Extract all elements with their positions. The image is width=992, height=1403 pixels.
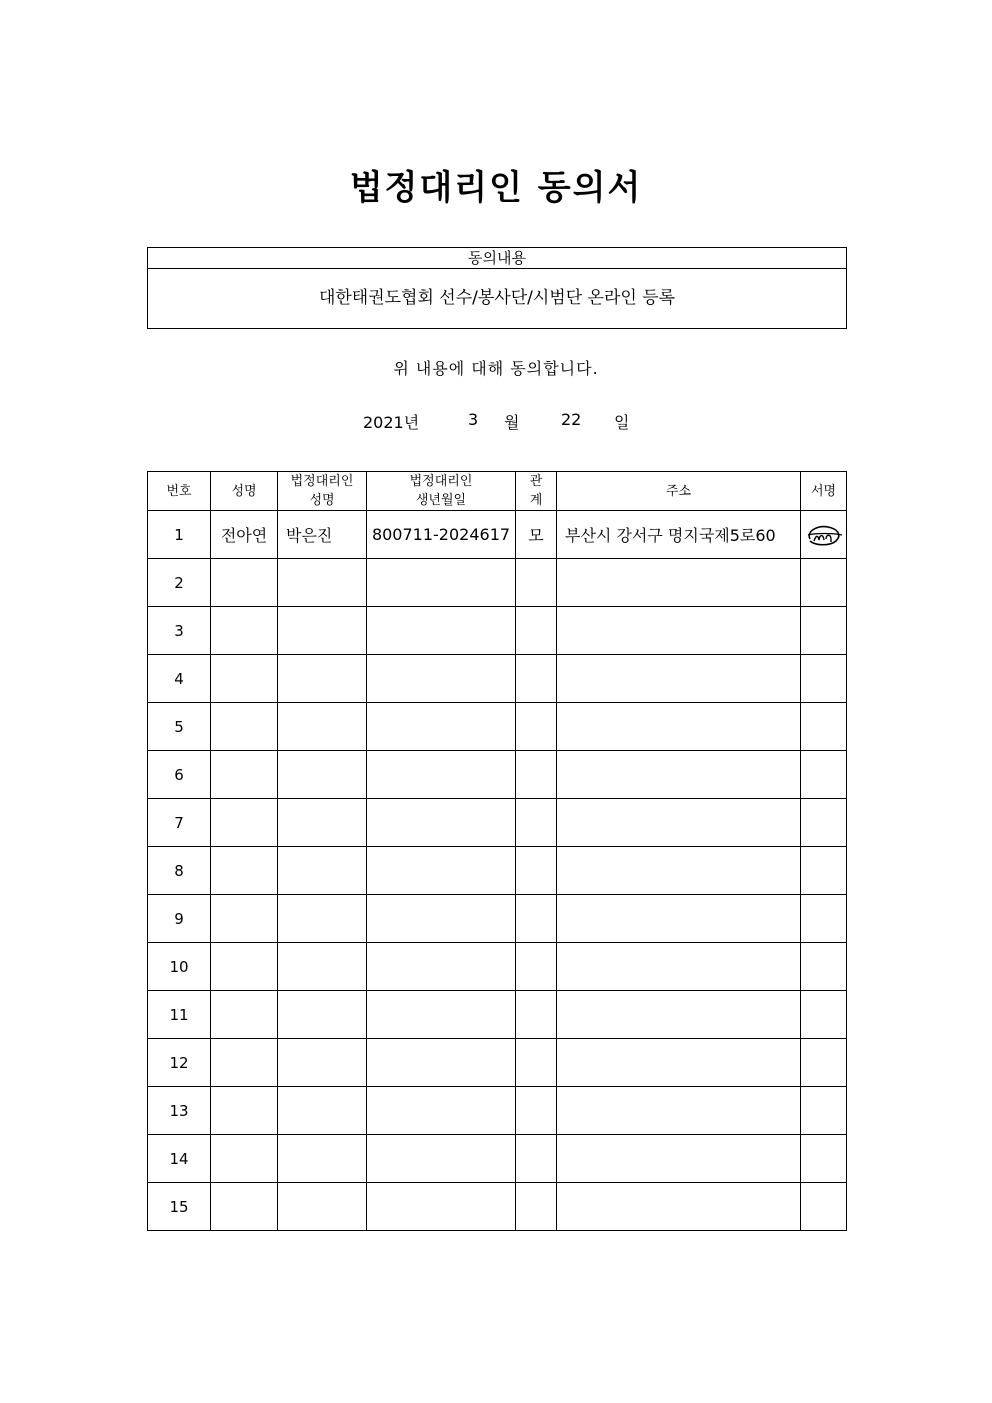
header-relation: 관 계 [516,472,557,511]
cell-guardian-birth [367,1135,516,1183]
cell-guardian-birth [367,991,516,1039]
cell-address [557,1039,801,1087]
cell-no: 15 [148,1183,211,1231]
cell-guardian-birth: 800711-2024617 [367,511,516,559]
cell-signature [801,895,847,943]
cell-guardian-name [278,1135,367,1183]
cell-signature [801,1039,847,1087]
table-row [148,799,847,847]
cell-relation [516,751,557,799]
cell-guardian-name [278,703,367,751]
agree-statement: 위 내용에 대해 동의합니다. [393,359,599,378]
cell-no: 5 [148,703,211,751]
cell-name [211,847,278,895]
cell-guardian-name [278,1039,367,1087]
cell-address [557,847,801,895]
table-row [148,895,847,943]
consent-content: 대한태권도협회 선수/봉사단/시범단 온라인 등록 [318,288,676,308]
cell-no: 11 [148,991,211,1039]
table-row [148,943,847,991]
table-row [148,1183,847,1231]
header-guardian-name: 법정대리인 성명 [278,472,367,511]
cell-name [211,655,278,703]
cell-guardian-name [278,799,367,847]
cell-guardian-birth [367,799,516,847]
cell-guardian-name [278,607,367,655]
cell-name [211,1039,278,1087]
cell-no: 10 [148,943,211,991]
cell-signature [801,991,847,1039]
header-name: 성명 [211,472,278,511]
cell-guardian-name [278,991,367,1039]
date-day-unit: 일 [614,413,630,432]
cell-guardian-birth [367,847,516,895]
table-header-row [148,472,847,511]
cell-name [211,1183,278,1231]
header-no: 번호 [148,472,211,511]
cell-guardian-birth [367,559,516,607]
cell-relation [516,1039,557,1087]
cell-name [211,895,278,943]
cell-signature [801,703,847,751]
cell-address [557,751,801,799]
cell-name [211,559,278,607]
header-address: 주소 [557,472,801,511]
cell-no: 3 [148,607,211,655]
cell-name [211,991,278,1039]
cell-name [211,799,278,847]
cell-guardian-name [278,751,367,799]
cell-guardian-name [278,1087,367,1135]
cell-relation [516,703,557,751]
cell-name: 전아연 [211,511,278,559]
header-signature: 서명 [801,472,847,511]
cell-signature [801,847,847,895]
cell-address [557,1087,801,1135]
cell-address [557,607,801,655]
header-guardian-birth: 법정대리인 생년월일 [367,472,516,511]
consent-box [147,247,847,329]
cell-relation [516,1135,557,1183]
cell-name [211,1135,278,1183]
registration-table [147,471,847,1231]
cell-signature [801,559,847,607]
cell-guardian-name [278,1183,367,1231]
cell-guardian-birth [367,1087,516,1135]
date-month: 3 [468,410,479,429]
cell-address [557,943,801,991]
cell-guardian-birth [367,751,516,799]
table-row [148,655,847,703]
cell-guardian-birth [367,895,516,943]
cell-name [211,1087,278,1135]
cell-no: 6 [148,751,211,799]
cell-signature [801,1183,847,1231]
table-row [148,1135,847,1183]
cell-signature [801,1135,847,1183]
cell-guardian-birth [367,943,516,991]
table-row [148,1087,847,1135]
cell-no: 1 [148,511,211,559]
cell-relation [516,559,557,607]
cell-guardian-birth [367,1039,516,1087]
cell-relation [516,943,557,991]
cell-name [211,607,278,655]
cell-name [211,703,278,751]
cell-guardian-birth [367,655,516,703]
cell-no: 2 [148,559,211,607]
cell-relation [516,991,557,1039]
cell-no: 12 [148,1039,211,1087]
cell-relation [516,655,557,703]
cell-guardian-name [278,655,367,703]
cell-name [211,943,278,991]
cell-no: 8 [148,847,211,895]
cell-guardian-name: 박은진 [278,511,367,559]
cell-relation [516,1087,557,1135]
table-row [148,751,847,799]
cell-name [211,751,278,799]
cell-signature [801,655,847,703]
cell-relation: 모 [516,511,557,559]
document-title: 법정대리인 동의서 [349,168,643,208]
cell-signature [801,943,847,991]
cell-relation [516,895,557,943]
table-row [148,1039,847,1087]
table-row [148,559,847,607]
cell-relation [516,607,557,655]
cell-address [557,799,801,847]
cell-guardian-name [278,943,367,991]
date-month-unit: 월 [504,413,520,432]
table-row [148,703,847,751]
cell-relation [516,847,557,895]
cell-signature [801,607,847,655]
cell-address [557,655,801,703]
table-row [148,847,847,895]
cell-relation [516,1183,557,1231]
cell-no: 7 [148,799,211,847]
cell-guardian-birth [367,607,516,655]
table-row [148,511,847,559]
cell-address [557,991,801,1039]
cell-address [557,1183,801,1231]
cell-no: 13 [148,1087,211,1135]
cell-no: 9 [148,895,211,943]
date-day: 22 [561,410,582,429]
cell-signature [801,511,847,559]
cell-guardian-birth [367,1183,516,1231]
cell-no: 4 [148,655,211,703]
consent-header: 동의내용 [148,248,846,269]
cell-relation [516,799,557,847]
cell-guardian-name [278,895,367,943]
table-row [148,991,847,1039]
cell-signature [801,1087,847,1135]
table-row [148,607,847,655]
cell-guardian-name [278,847,367,895]
cell-guardian-birth [367,703,516,751]
cell-address [557,559,801,607]
cell-address [557,895,801,943]
cell-address [557,1135,801,1183]
cell-address [557,703,801,751]
cell-signature [801,751,847,799]
cell-signature [801,799,847,847]
cell-guardian-name [278,559,367,607]
handwritten-signature [804,521,844,549]
cell-no: 14 [148,1135,211,1183]
date-year: 2021년 [363,413,420,432]
cell-address: 부산시 강서구 명지국제5로60 [557,511,801,559]
